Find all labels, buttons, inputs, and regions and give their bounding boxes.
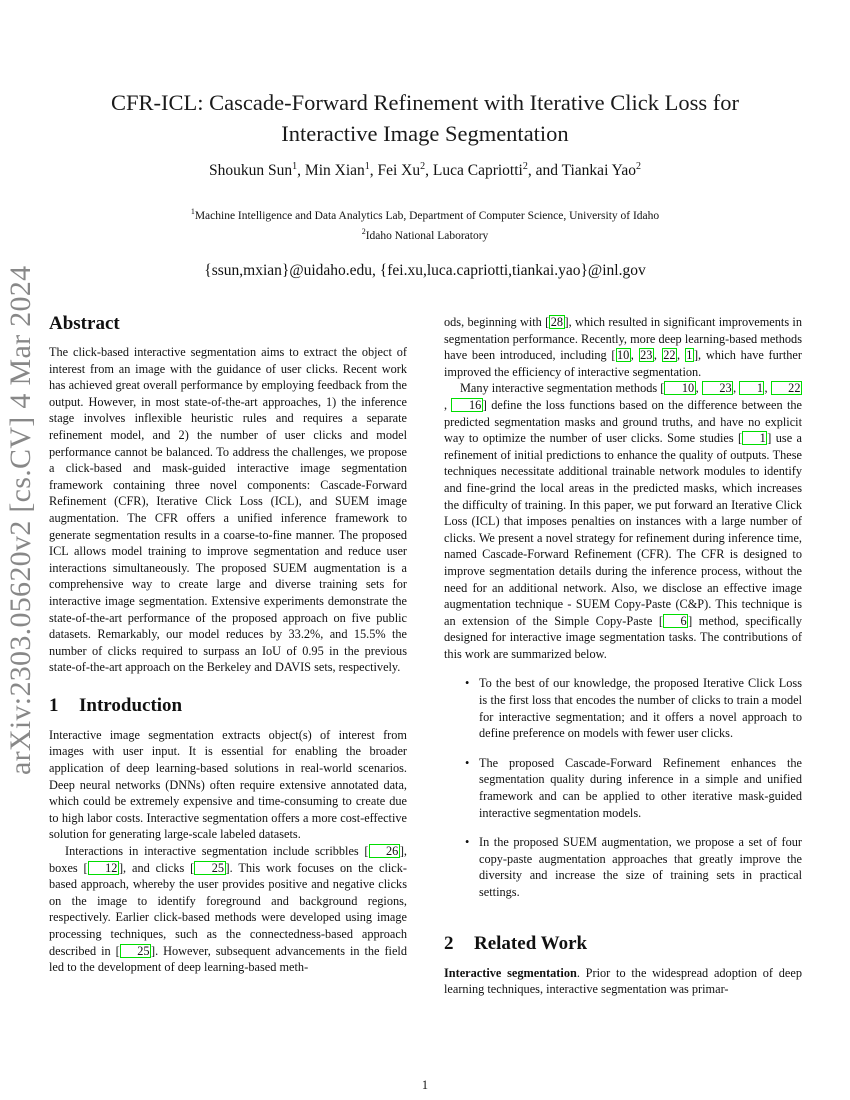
citation-link[interactable]: 25 [194, 861, 225, 875]
citation-link[interactable]: 10 [664, 381, 695, 395]
title-line-1: CFR-ICL: Cascade-Forward Refinement with Iterative Click Loss for [111, 90, 739, 115]
intro-paragraph-1: Interactive image segmentation extracts object(s) of interest from images with user input. It is essential for enabling the broader application of deep learning-based solutions in real-world scenarios. Deep neural networks (DNNs) often require extensive annotated data, which could be extremely expensive and time-consuming to create due to high labor costs. Interactive segmentation offers a more cost-effective solution for generating large-scale labeled datasets. [49, 727, 407, 842]
affiliation: $^2$Idaho National Laboratory [361, 226, 489, 242]
citation-link[interactable]: 1 [686, 348, 693, 363]
section-heading-related-work: 2 Related Work [444, 932, 588, 954]
intro-paragraph-2-continued: ods, beginning with [ 28 ], which resulted in significant improvements in segmentation performance. Recently, more deep learning-based methods have been introduced, including [ 10 , 23 , 22 , 1 ], which have further improved the efficiency of interactive segmentation. [444, 315, 802, 379]
citation-link[interactable]: 28 [550, 315, 564, 329]
citation-link[interactable]: 26 [369, 844, 400, 858]
bullet-icon: • [465, 835, 470, 850]
affiliation: $^1$Machine Intelligence and Data Analytics Lab, Department of Computer Science, University of Idaho [190, 207, 660, 222]
affiliations [60, 204, 790, 244]
author: Fei Xu$^2$, [377, 161, 433, 180]
author-emails: {ssun,mxian}@uidaho.edu, {fei.xu,luca.capriotti,tiankai.yao}@inl.gov [204, 262, 646, 279]
title-line-2: Interactive Image Segmentation [281, 121, 569, 146]
abstract-heading: Abstract [49, 313, 120, 334]
citation-link[interactable]: 16 [451, 398, 482, 412]
arxiv-stamp: arXiv:2303.05620v2 [cs.CV] 4 Mar 2024 [4, 265, 37, 775]
intro-paragraph-3: Many interactive segmentation methods [ 10 , 23 , 1 , 22, 16 ] define the loss functions based on the difference between the predicted segmentation masks and ground truths, and have no explicit way to optimize the number of user clicks. Some studies [ 1 ] use a refinement of initial predictions to enhance the quality of outputs. These techniques necessitate additional trainable network modules to identify and fine-grind the local areas in the predicted masks, which increases the difficulty of training. In this paper, we put forward an Iterative Click Loss (ICL) that imposes penalties on instances with a large number of clicks. We present a novel strategy for refinement during inference time, named Cascade-Forward Refinement (CFR). The CFR is designed to improve segmentation details during the inference process, without the need for an additional network. Also, we disclose an effective image augmentation technique - SUEM Copy-Paste (C&P). This technique is an extension of the Simple Copy-Paste [ 6 ] method, specifically designed for interactive image segmentation tasks. The contributions of this work are summarized below. [444, 381, 802, 661]
section-heading-introduction: 1 Introduction [49, 694, 183, 716]
citation-link[interactable]: 22 [771, 381, 802, 395]
citation-link[interactable]: 23 [702, 381, 733, 395]
citation-link[interactable]: 23 [640, 348, 653, 363]
abstract-text: The click-based interactive segmentation aims to extract the object of interest from an image with the guidance of user clicks. Recent work has achieved great overall performance by employing feedback from the output. However, in most state-of-the-art approaches, 1) the inference stage involves inflexible heuristic rules and requires a separate refinement model, and 2) the number of user clicks and model performance cannot be balanced. To address the challenges, we propose a click-based and mask-guided interactive image segmentation framework containing three novel components: Cascade-Forward Refinement (CFR), Iterative Click Loss (ICL), and SUEM image augmentation. The CFR offers a unified inference framework to generate segmentation results in a coarse-to-fine manner. The proposed ICL allows model training to improve segmentation and reduce user interactions simultaneously. The proposed SUEM augmentation is a comprehensive way to create large and diverse training sets for interactive image segmentation. Extensive experiments demonstrate the state-of-the-art performance of the proposed approach on five public datasets. Remarkably, our model reduces by 33.2%, and 15.5% the number of clicks required to surpass an IoU of 0.95 in the previous state-of-the-art approach on the Berkeley and DAVIS sets, respectively. [49, 345, 407, 675]
list-item: • In the proposed SUEM augmentation, we propose a set of four copy-paste augmentation approaches that greatly improve the diversity and increase the size of training sets in practical settings. [465, 835, 802, 899]
list-item: • The proposed Cascade-Forward Refinement enhances the segmentation quality during inference in a simple and unified framework and can be applied to other iterative mask-guided interactive segmentation models. [465, 755, 802, 820]
author: Shoukun Sun$^1$, [209, 161, 305, 180]
related-work-paragraph: Interactive segmentation. Prior to the widespread adoption of deep learning techniques, interactive segmentation was primar- [444, 965, 802, 997]
intro-paragraph-2: Interactions in interactive segmentation include scribbles [ 26 ], boxes [ 12 ], and clicks [ 25 ]. This work focuses on the click-based approach, whereby the user provides positive and negative clicks on the image to identify foreground and background regions, respectively. Earlier click-based methods were developed using image processing techniques, such as the connectedness-based approach described in [ 25 ]. However, subsequent advancements in the field led to the development of deep learning-based meth- [49, 844, 407, 975]
citation-link[interactable]: 1 [739, 381, 764, 395]
paper-title [60, 87, 790, 149]
right-column [444, 314, 802, 998]
bullet-icon: • [465, 755, 470, 770]
citation-link[interactable]: 22 [663, 348, 676, 363]
citation-link[interactable]: 12 [88, 861, 119, 875]
citation-link[interactable]: 1 [742, 431, 767, 445]
bullet-icon: • [465, 676, 470, 691]
author: Min Xian$^1$, [304, 161, 378, 180]
author-list [60, 161, 790, 180]
page-number: 1 [421, 1078, 429, 1092]
list-item: • To the best of our knowledge, the proposed Iterative Click Loss is the first loss that encodes the number of clicks to train a model for interactive segmentation; and it offers a novel approach to define preference on models with fewer user clicks. [465, 676, 802, 741]
citation-link[interactable]: 10 [617, 348, 630, 363]
author: Luca Capriotti$^2$, and [432, 161, 562, 180]
citation-link[interactable]: 6 [663, 614, 688, 628]
column-break-text: ]. However, subsequent advancements in the field led to the development of deep learning-based meth- [49, 943, 407, 975]
citation-link[interactable]: 25 [120, 944, 151, 958]
contributions-list [444, 675, 802, 900]
left-column [49, 312, 407, 976]
author: Tiankai Yao$^2$ [561, 161, 641, 180]
